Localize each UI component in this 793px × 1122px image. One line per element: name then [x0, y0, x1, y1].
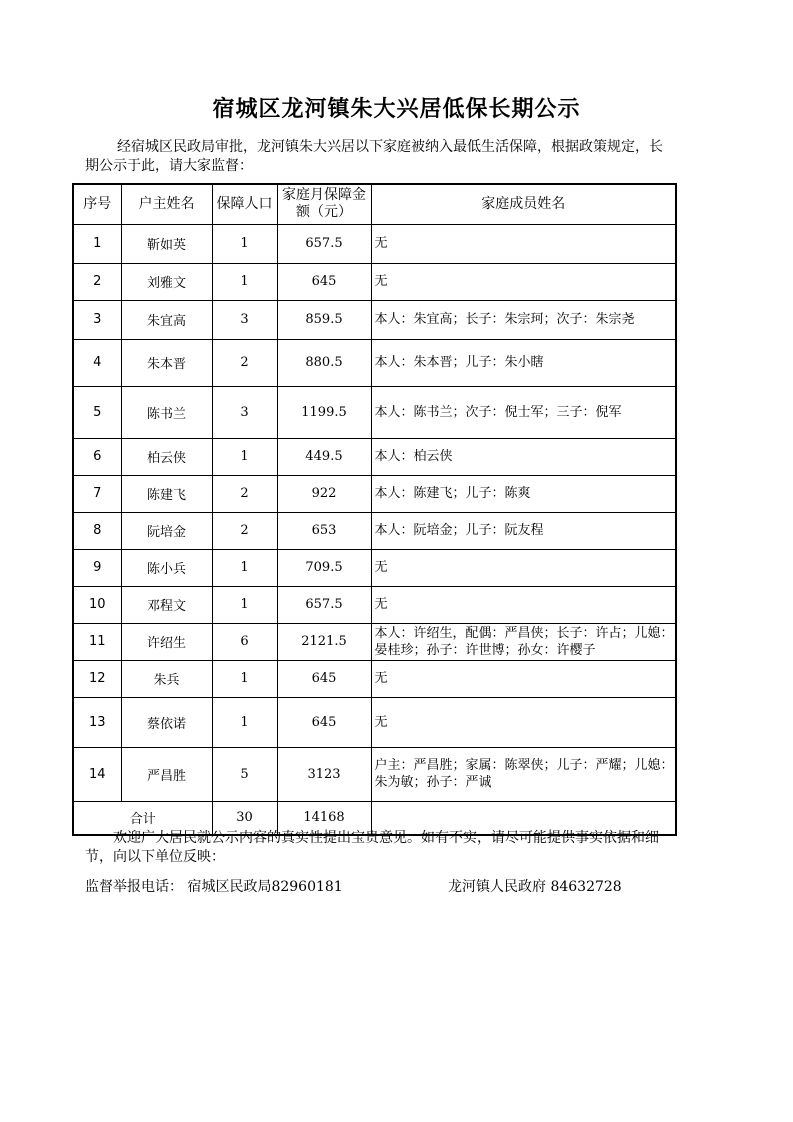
cell-members: 本人：朱本晋；儿子：朱小瞎 — [371, 339, 676, 386]
cell-amount: 645 — [277, 697, 371, 747]
cell-members: 本人：陈书兰；次子：倪士军；三子：倪军 — [371, 386, 676, 438]
cell-seq: 1 — [73, 224, 121, 263]
cell-members: 本人：阮培金；儿子：阮友程 — [371, 512, 676, 549]
cell-name: 刘雅文 — [121, 263, 212, 300]
hotline-town-government: 龙河镇人民政府 84632728 — [448, 879, 622, 895]
assistance-table — [72, 183, 677, 836]
cell-amount: 653 — [277, 512, 371, 549]
header-amount: 家庭月保障金额（元） — [277, 184, 371, 224]
cell-people: 6 — [212, 623, 277, 660]
cell-amount: 859.5 — [277, 300, 371, 339]
table-row — [73, 300, 676, 339]
table-row — [73, 339, 676, 386]
table-row — [73, 475, 676, 512]
cell-seq: 8 — [73, 512, 121, 549]
cell-name: 柏云侠 — [121, 438, 212, 475]
cell-members: 本人：柏云侠 — [371, 438, 676, 475]
header-head-name: 户主姓名 — [121, 184, 212, 224]
cell-members: 无 — [371, 697, 676, 747]
cell-name: 朱宜高 — [121, 300, 212, 339]
header-seq: 序号 — [73, 184, 121, 224]
cell-members: 本人：朱宜高；长子：朱宗珂；次子：朱宗尧 — [371, 300, 676, 339]
table-row — [73, 512, 676, 549]
cell-seq: 14 — [73, 747, 121, 801]
cell-seq: 3 — [73, 300, 121, 339]
cell-seq: 11 — [73, 623, 121, 660]
cell-members: 无 — [371, 224, 676, 263]
cell-seq: 13 — [73, 697, 121, 747]
total-people: 30 — [212, 801, 277, 835]
feedback-note: 欢迎广大居民就公示内容的真实性提出宝贵意见。如有不实，请尽可能提供事实依据和细节，向以下单位反映： — [85, 830, 659, 865]
cell-members: 无 — [371, 549, 676, 586]
cell-name: 朱本晋 — [121, 339, 212, 386]
cell-amount: 645 — [277, 660, 371, 697]
cell-people: 1 — [212, 438, 277, 475]
table-row — [73, 660, 676, 697]
cell-amount: 3123 — [277, 747, 371, 801]
page-title: 宿城区龙河镇朱大兴居低保长期公示 — [212, 96, 581, 122]
cell-seq: 9 — [73, 549, 121, 586]
cell-people: 5 — [212, 747, 277, 801]
cell-name: 蔡依诺 — [121, 697, 212, 747]
cell-people: 1 — [212, 660, 277, 697]
intro-paragraph: 经宿城区民政局审批，龙河镇朱大兴居以下家庭被纳入最低生活保障，根据政策规定，长期公示于此，请大家监督： — [85, 139, 663, 174]
header-members: 家庭成员姓名 — [371, 184, 676, 224]
cell-seq: 10 — [73, 586, 121, 623]
table-row — [73, 386, 676, 438]
cell-members: 无 — [371, 586, 676, 623]
total-label: 合计 — [73, 801, 212, 835]
cell-members: 无 — [371, 263, 676, 300]
cell-people: 1 — [212, 549, 277, 586]
hotline-line — [85, 876, 685, 896]
cell-members: 无 — [371, 660, 676, 697]
cell-amount: 880.5 — [277, 339, 371, 386]
cell-people: 1 — [212, 263, 277, 300]
header-people: 保障人口 — [212, 184, 277, 224]
table-row — [73, 438, 676, 475]
table-row — [73, 224, 676, 263]
table-row — [73, 747, 676, 801]
cell-people: 1 — [212, 224, 277, 263]
cell-amount: 2121.5 — [277, 623, 371, 660]
cell-amount: 709.5 — [277, 549, 371, 586]
cell-amount: 645 — [277, 263, 371, 300]
cell-amount: 922 — [277, 475, 371, 512]
cell-name: 邓程文 — [121, 586, 212, 623]
cell-seq: 5 — [73, 386, 121, 438]
cell-seq: 2 — [73, 263, 121, 300]
cell-people: 2 — [212, 339, 277, 386]
cell-people: 1 — [212, 697, 277, 747]
cell-amount: 657.5 — [277, 224, 371, 263]
cell-amount: 449.5 — [277, 438, 371, 475]
table-row — [73, 697, 676, 747]
cell-members: 本人：许绍生，配偶：严昌侠；长子：许占；儿媳：晏桂珍；孙子：许世博；孙女：许樱子 — [371, 623, 676, 660]
table-body — [73, 224, 676, 835]
cell-people: 3 — [212, 386, 277, 438]
table-header-row — [73, 184, 676, 224]
cell-people: 2 — [212, 512, 277, 549]
cell-seq: 4 — [73, 339, 121, 386]
cell-name: 朱兵 — [121, 660, 212, 697]
total-amount: 14168 — [277, 801, 371, 835]
cell-name: 许绍生 — [121, 623, 212, 660]
cell-name: 靳如英 — [121, 224, 212, 263]
table-row — [73, 263, 676, 300]
cell-people: 3 — [212, 300, 277, 339]
cell-members: 户主：严昌胜；家属：陈翠侠；儿子：严耀；儿媳：朱为敏；孙子：严诚 — [371, 747, 676, 801]
table-row — [73, 549, 676, 586]
cell-name: 阮培金 — [121, 512, 212, 549]
cell-name: 严昌胜 — [121, 747, 212, 801]
table-row — [73, 586, 676, 623]
cell-seq: 12 — [73, 660, 121, 697]
cell-people: 2 — [212, 475, 277, 512]
hotline-civil-affairs: 监督举报电话： 宿城区民政局82960181 — [85, 879, 343, 895]
cell-amount: 657.5 — [277, 586, 371, 623]
cell-seq: 7 — [73, 475, 121, 512]
table-row — [73, 623, 676, 660]
cell-name: 陈小兵 — [121, 549, 212, 586]
cell-name: 陈书兰 — [121, 386, 212, 438]
cell-seq: 6 — [73, 438, 121, 475]
cell-members: 本人：陈建飞；儿子：陈爽 — [371, 475, 676, 512]
cell-name: 陈建飞 — [121, 475, 212, 512]
cell-people: 1 — [212, 586, 277, 623]
cell-amount: 1199.5 — [277, 386, 371, 438]
